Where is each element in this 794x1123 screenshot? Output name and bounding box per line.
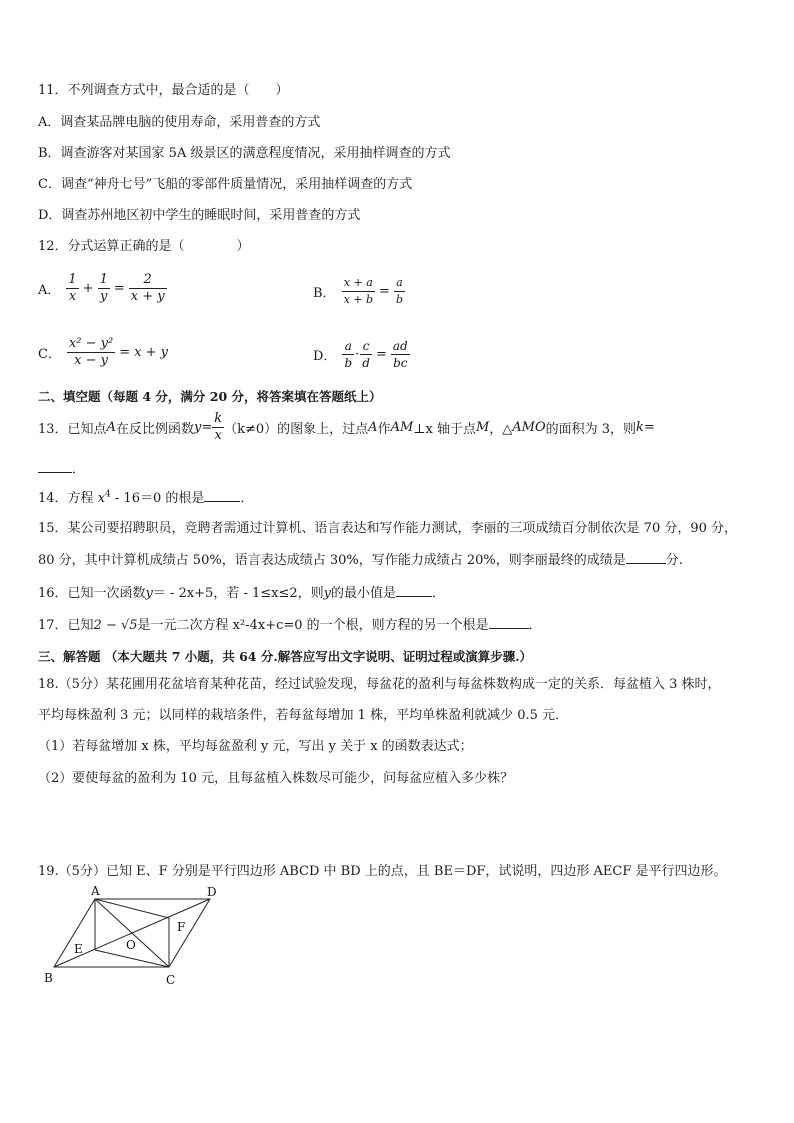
section-2-heading: 二、填空题（每题 4 分，满分 20 分，将答案填在答题纸上） xyxy=(38,389,382,404)
q18-line-1: 18.（5分）某花圃用花盆培育某种花苗，经过试验发现，每盆花的盈利与每盆株数构成一定的关系．每盆植入 3 株时， xyxy=(38,677,721,692)
equals: = xyxy=(379,284,390,299)
q12-option-d xyxy=(313,338,410,371)
var: y xyxy=(193,420,202,435)
q11-option-c: C．调查“神舟七号”飞船的零部件质量情况，采用抽样调查的方式 xyxy=(38,177,413,192)
q12-option-a xyxy=(38,272,167,305)
fraction: $\frac{2}{x + y}$ xyxy=(130,272,165,304)
q18-sub-2: （2）要使每盆的盈利为 10 元，且每盆植入株数尽可能少，问每盆应植入多少株？ xyxy=(38,771,514,786)
answer-blank[interactable] xyxy=(489,616,529,629)
text: ． xyxy=(72,462,86,477)
root-expression: 2 − √5 xyxy=(93,618,138,633)
var: k xyxy=(636,420,644,435)
answer-blank[interactable] xyxy=(38,460,72,473)
fraction: $\frac{a}{b}$ xyxy=(344,339,353,370)
q14-text: 14．方程 $x^4 - 16=0$ 的根是 ． xyxy=(38,489,254,506)
fraction: $\frac{1}{y}$ xyxy=(99,272,108,304)
segment-af xyxy=(95,899,169,918)
label-b: B xyxy=(44,971,53,985)
fraction: $\frac{ad}{bc}$ xyxy=(392,339,408,370)
answer-blank[interactable] xyxy=(626,551,666,564)
fraction: $\frac{x + a}{x + b}$ xyxy=(343,276,374,306)
label-e: E xyxy=(74,942,83,956)
q18-sub-1: （1）若每盆增加 x 株，平均每盆盈利 y 元，写出 y 关于 x 的函数表达式； xyxy=(38,739,473,754)
fraction: $\frac{\text{x² − y²}}{x - y}$ xyxy=(68,336,114,368)
equals: = xyxy=(113,281,125,296)
text: 在反比例函数 xyxy=(115,422,194,437)
q12-option-c-label: C． xyxy=(38,347,61,362)
fraction: $\frac{1}{x}$ xyxy=(68,272,77,304)
q12-option-a-label: A． xyxy=(38,283,61,298)
var: AM xyxy=(390,420,414,435)
diagonal-ac xyxy=(95,899,169,967)
segment-ec xyxy=(95,950,169,967)
expression: x + y xyxy=(134,345,168,360)
equals: = xyxy=(375,347,387,362)
text: 的面积为 3，则 xyxy=(545,422,637,437)
text: ，△ xyxy=(489,422,513,437)
label-o: O xyxy=(126,938,136,952)
q17-text: 17．已知2 − √5是一元二次方程 x²-4x+c=0 的一个根，则方程的另一个根是 ． xyxy=(38,618,542,633)
fraction: $\frac{k}{x}$ xyxy=(214,411,223,443)
q11-stem: 11．不列调查方式中，最合适的是（ ） xyxy=(38,83,289,98)
label-a: A xyxy=(91,884,100,898)
q12-option-b xyxy=(313,275,405,308)
var: A xyxy=(106,420,116,435)
operator: · xyxy=(355,347,360,362)
answer-blank[interactable] xyxy=(396,584,432,597)
text: （k≠0）的图象上，过点 xyxy=(224,422,369,437)
fraction: $\frac{a}{b}$ xyxy=(395,276,403,306)
equals: = xyxy=(119,345,131,360)
q12-option-d-label: D． xyxy=(313,349,337,364)
q11-option-b: B．调查游客对某国家 5A 级景区的满意程度情况，采用抽样调查的方式 xyxy=(38,146,451,161)
label-c: C xyxy=(166,973,176,987)
q11-option-a: A．调查某品牌电脑的使用寿命，采用普查的方式 xyxy=(38,115,321,130)
q13-text xyxy=(38,411,655,444)
q19-text: 19.（5分）已知 E、F 分别是平行四边形 ABCD 中 BD 上的点，且 BE＝DF，试说明，四边形 AECF 是平行四边形。 xyxy=(38,864,727,879)
answer-blank[interactable] xyxy=(204,489,240,502)
equals: = xyxy=(643,420,655,435)
label-d: D xyxy=(207,885,217,899)
text: ⊥x 轴于点 xyxy=(413,422,476,437)
section-3-heading: 三、解答题 （本大题共 7 小题，共 64 分.解答应写出文字说明、证明过程或演算步骤.） xyxy=(38,649,533,664)
text: 13．已知点 xyxy=(38,422,107,437)
equals: = xyxy=(201,420,213,435)
text: 作 xyxy=(377,422,391,437)
label-f: F xyxy=(177,920,186,934)
q16-text: 16．已知一次函数y＝ - 2x+5，若 - 1≤x≤2，则y的最小值是 ． xyxy=(38,586,446,601)
q12-stem: 12．分式运算正确的是（ ） xyxy=(38,239,250,254)
q12-option-c xyxy=(38,336,168,369)
q12-option-b-label: B． xyxy=(313,286,336,301)
q18-line-2: 平均每株盈利 3 元；以同样的栽培条件，若每盆每增加 1 株，平均单株盈利就减少 0.5 元． xyxy=(38,708,569,723)
var: AMO xyxy=(512,420,546,435)
operator: + xyxy=(82,281,94,296)
q15-line-1: 15．某公司要招聘职员，竞聘者需通过计算机、语言表达和写作能力测试，李丽的三项成绩百分制依次是 70 分，90 分， xyxy=(38,521,738,536)
q15-line-2: 80 分，其中计算机成绩占 50%，语言表达成绩占 30%，写作能力成绩占 20%，则李丽最终的成绩是 分. xyxy=(38,553,683,568)
q11-option-d: D．调查苏州地区初中学生的睡眠时间，采用普查的方式 xyxy=(38,208,361,223)
parallelogram-diagram xyxy=(40,882,230,988)
var: A xyxy=(368,420,378,435)
fraction: $\frac{c}{d}$ xyxy=(362,339,370,370)
var: M xyxy=(475,420,490,435)
q13-answer-line xyxy=(38,460,85,479)
